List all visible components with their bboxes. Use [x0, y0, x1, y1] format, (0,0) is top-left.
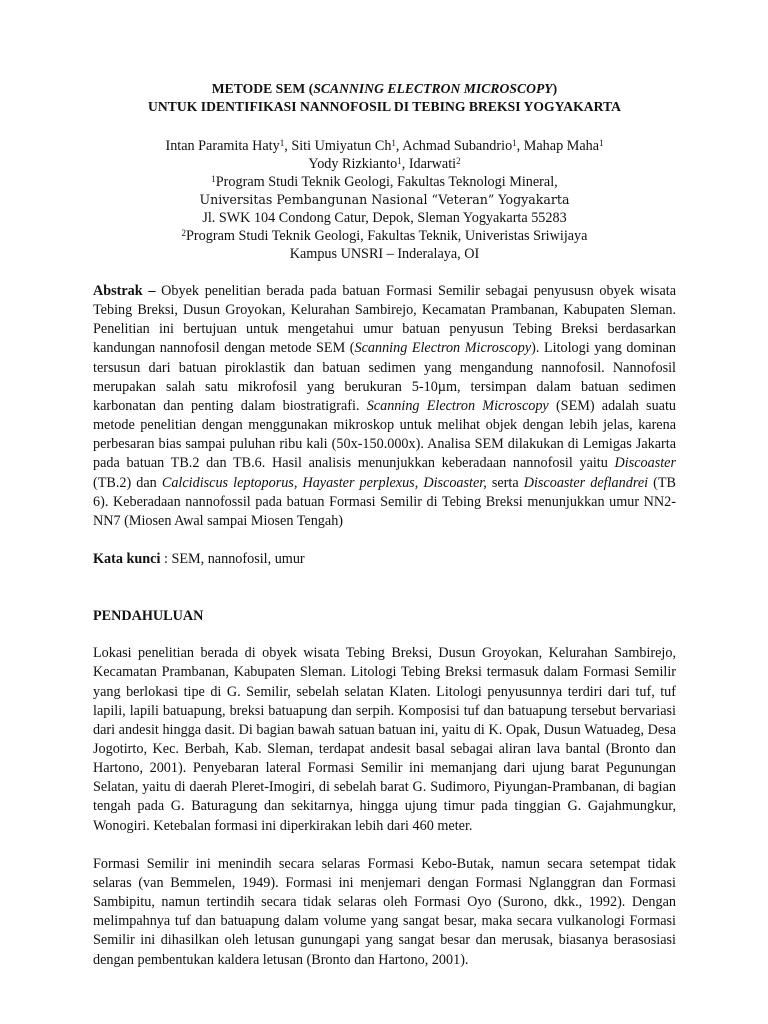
- affiliation-2: $^2$Program Studi Teknik Geologi, Fakultas Teknik, Univeristas Sriwijaya: [181, 228, 588, 244]
- body-paragraph-1: Lokasi penelitian berada di obyek wisata Tebing Breksi, Dusun Groyokan, Kelurahan Sambirejo, Kecamatan Prambanan, Kabupaten Sleman. Litologi Tebing Breksi termasuk dalam Formasi Semilir yang berlokasi tipe di G. Semilir, sebelah selatan Klaten. Litologi penyusunnya terdiri dari tuf, tuf lapili, lapili batuapung, breksi batuapung dan serpih. Komposisi tuf dan batuapung tersebut bervariasi dari andesit hingga dasit. Di bagian bawah satuan batuan ini, yaitu di K. Opak, Dusun Watuadeg, Desa Jogotirto, Kec. Berbah, Kab. Sleman, terdapat andesit basal sebagai aliran lava bantal (Bronto dan Hartono, 2001). Penyebaran lateral Formasi Semilir ini memanjang dari ujung barat Pegunungan Selatan, yaitu di daerah Pleret-Imogiri, di sebelah barat G. Sudimoro, Piyungan-Prambanan, di bagian tengah pada G. Baturagung dan sekitarnya, hingga ujung timur pada tinggian G. Gajahmungkur, Wonogiri. Ketebalan formasi ini diperkirakan lebih dari 460 meter.: [93, 645, 676, 834]
- abstract: Abstrak – Obyek penelitian berada pada batuan Formasi Semilir sebagai penyususn obyek wisata Tebing Breksi, Dusun Groyokan, Kelurahan Sambirejo, Kecamatan Prambanan, Kabupaten Sleman. Penelitian ini bertujuan untuk mengetahui umur batuan penyusun Tebing Breksi berdasarkan kandungan nannofosil dengan metode SEM (Scanning Electron Microscopy). Litologi yang dominan tersusun dari batuan piroklastik dan batuan sedimen yang mengandung nannofosil. Nannofosil merupakan salah satu mikrofosil yang berukuran 5-10µm, tersimpan dalam batuan sedimen karbonatan dan penting dalam biostratigrafi. Scanning Electron Microscopy (SEM) adalah suatu metode penelitian dengan menggunakan mikroskop untuk melihat objek dengan lebih jelas, karena perbesaran bias sampai puluhan ribu kali (50x-150.000x). Analisa SEM dilakukan di Lemigas Jakarta pada batuan TB.2 dan TB.6. Hasil analisis menunjukkan keberadaan nannofosil yaitu Discoaster (TB.2) dan Calcidiscus leptoporus, Hayaster perplexus, Discoaster, serta Discoaster deflandrei (TB 6). Keberadaan nannofossil pada batuan Formasi Semilir di Tebing Breksi menunjukkan umur NN2-NN7 (Miosen Awal sampai Miosen Tengah): [93, 283, 677, 529]
- title-italic: SCANNING ELECTRON MICROSCOPY: [313, 81, 553, 96]
- keywords-label: Kata kunci: [93, 551, 161, 568]
- keywords: Kata kunci : SEM, nannofosil, umur: [93, 551, 305, 568]
- title-line-2: UNTUK IDENTIFIKASI NANNOFOSIL DI TEBING BREKSI YOGYAKARTA: [148, 99, 621, 114]
- author-line-2: Yody Rizkianto$^1$, Idarwati$^2$: [308, 156, 461, 172]
- affiliation-address-2: Kampus UNSRI – Inderalaya, OI: [289, 246, 480, 262]
- paper-title: [93, 80, 676, 116]
- body-paragraph-2: Formasi Semilir ini menindih secara selaras Formasi Kebo-Butak, namun secara setempat tidak selaras (van Bemmelen, 1949). Formasi ini menjemari dengan Formasi Nglanggran dan Formasi Sambipitu, namun tertindih secara tidak selaras oleh Formasi Oyo (Surono, dkk., 1992). Dengan melimpahnya tuf dan batuapung dalam volume yang sangat besar, maka secara vulkanologi Formasi Semilir ini dihasilkan oleh letusan gunungapi yang sangat besar dan merusak, biasanya berasosiasi dengan pembentukan kaldera letusan (Bronto dan Hartono, 2001).: [93, 855, 676, 968]
- abstract-label: Abstrak –: [93, 283, 162, 299]
- author-block: [93, 137, 676, 263]
- affiliation-university: Universitas Pembangunan Nasional “Veteran” Yogyakarta: [199, 192, 570, 207]
- section-heading: PENDAHULUAN: [93, 608, 204, 625]
- author-line-1: Intan Paramita Haty$^1$, Siti Umiyatun Ch$^1$, Achmad Subandrio$^1$, Mahap Maha$^1$: [165, 138, 604, 154]
- affiliation-1: $^1$Program Studi Teknik Geologi, Fakultas Teknologi Mineral,: [211, 174, 558, 190]
- title-line-1: METODE SEM (SCANNING ELECTRON MICROSCOPY): [211, 81, 558, 96]
- affiliation-address-1: Jl. SWK 104 Condong Catur, Depok, Sleman Yogyakarta 55283: [202, 210, 567, 226]
